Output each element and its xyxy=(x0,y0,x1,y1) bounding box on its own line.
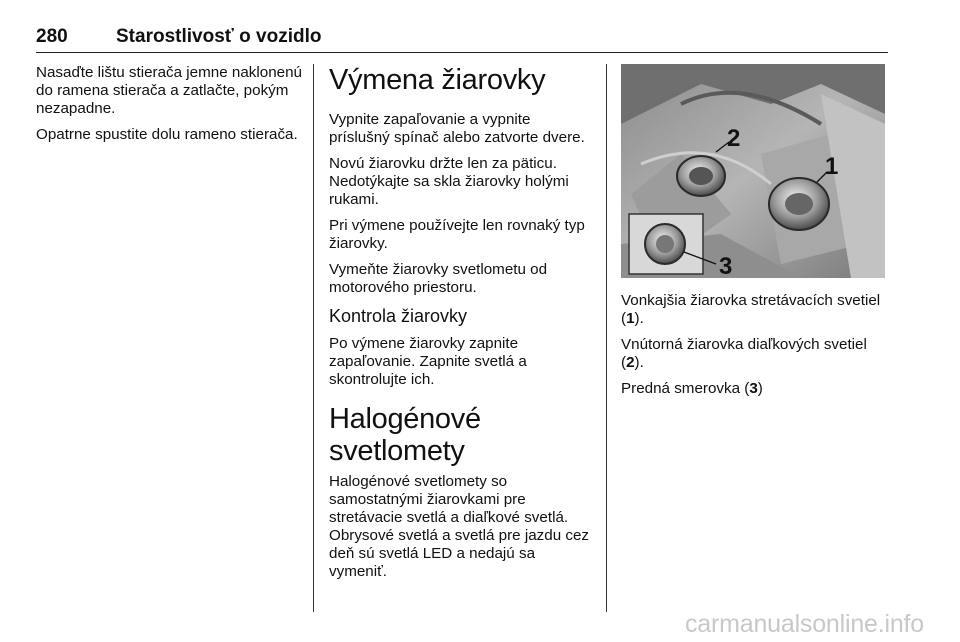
paragraph: Po výmene žiarovky zapnite zapaľovanie. Zapnite svetlá a skontrolujte ich. xyxy=(329,335,527,388)
page-number: 280 xyxy=(36,26,68,47)
paragraph: Vypnite zapaľovanie a vypnite príslušný spínač alebo zatvorte dvere. xyxy=(329,111,585,146)
headlamp-illustration xyxy=(621,64,885,278)
chapter-title: Starostlivosť o vozidlo xyxy=(116,26,322,47)
callout-label: 3 xyxy=(719,253,733,278)
watermark: carmanualsonline.info xyxy=(685,610,925,638)
paragraph: Halogénové svetlomety so samostatnými žiarovkami pre stretávacie svetlá a diaľkové svetlá. Obrysové svetlá a svetlá pre jazdu cez deň sú svetlá LED a nedajú sa vymeniť. xyxy=(329,473,589,580)
paragraph: Nasaďte lištu stierača jemne naklonenú do ramena stierača a zatlačte, pokým nezapadne. xyxy=(36,64,302,117)
column-divider xyxy=(606,64,607,612)
page-header xyxy=(36,24,888,53)
callout-label: 2 xyxy=(727,125,741,152)
figure-caption: Vonkajšia žiarovka stretávacích svetiel (1). xyxy=(621,292,881,327)
figure-caption: Vnútorná žiarovka diaľkových svetiel (2). xyxy=(621,336,867,371)
paragraph: Opatrne spustite dolu rameno stierača. xyxy=(36,126,298,143)
paragraph: Vymeňte žiarovky svetlometu od motorového priestoru. xyxy=(329,261,548,296)
column-divider xyxy=(313,64,314,612)
paragraph: Pri výmene používejte len rovnaký typ žiarovky. xyxy=(329,217,585,252)
subsection-heading: Kontrola žiarovky xyxy=(329,306,468,326)
section-heading: Výmena žiarovky xyxy=(329,64,546,96)
column-middle xyxy=(329,64,595,589)
callout-label: 1 xyxy=(825,153,839,180)
column-right xyxy=(621,292,889,406)
figure-caption: Predná smerovka (3) xyxy=(621,380,763,397)
section-heading: Halogénové svetlomety xyxy=(329,403,481,467)
paragraph: Novú žiarovku držte len za päticu. Nedotýkajte sa skla žiarovky holými rukami. xyxy=(329,155,569,208)
column-left xyxy=(36,64,304,152)
